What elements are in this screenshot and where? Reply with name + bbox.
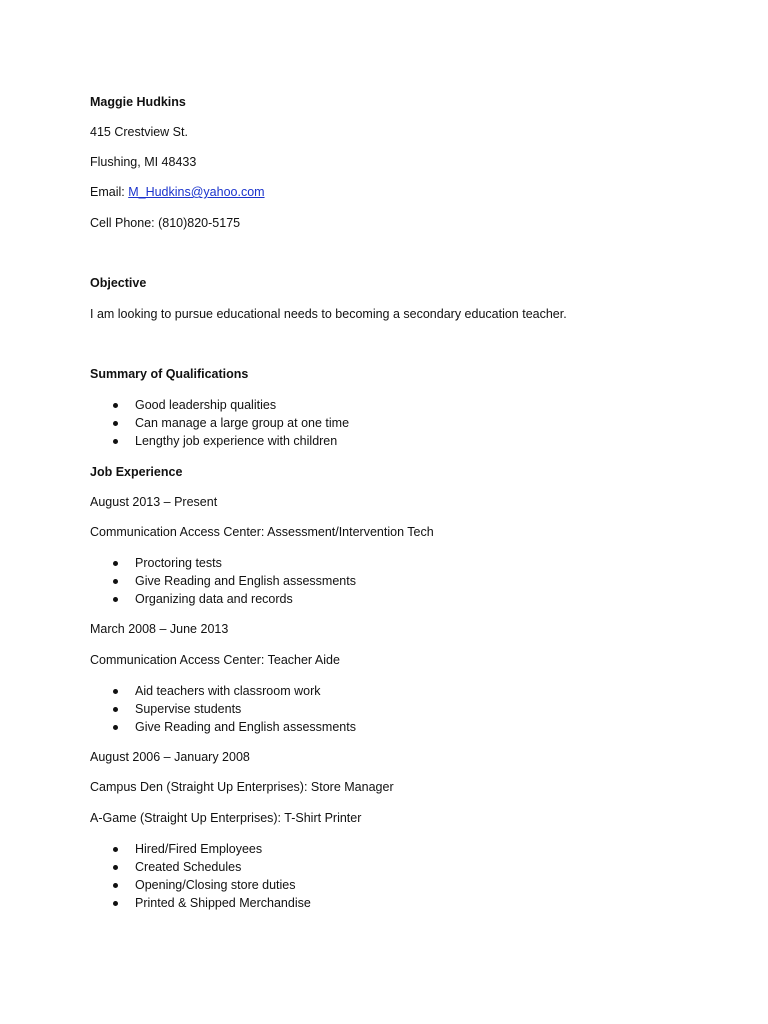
list-item bbox=[90, 700, 356, 718]
bullet-icon bbox=[113, 421, 118, 426]
city-state-zip: Flushing, MI 48433 bbox=[90, 155, 197, 169]
duty-text: Give Reading and English assessments bbox=[135, 720, 356, 734]
job-title: A-Game (Straight Up Enterprises): T-Shirt Printer bbox=[90, 811, 362, 825]
email-line bbox=[90, 184, 265, 200]
duty-text: Hired/Fired Employees bbox=[135, 842, 263, 856]
job-duties-list bbox=[90, 682, 356, 736]
duty-text: Opening/Closing store duties bbox=[135, 878, 296, 892]
duty-text: Printed & Shipped Merchandise bbox=[135, 896, 311, 910]
bullet-icon bbox=[113, 883, 118, 888]
list-item bbox=[90, 572, 356, 590]
qualification-text: Good leadership qualities bbox=[135, 398, 277, 412]
bullet-icon bbox=[113, 561, 118, 566]
job-title: Communication Access Center: Assessment/Intervention Tech bbox=[90, 525, 434, 539]
bullet-icon bbox=[113, 865, 118, 870]
job-dates: August 2006 – January 2008 bbox=[90, 750, 250, 764]
duty-text: Created Schedules bbox=[135, 860, 242, 874]
job-title: Campus Den (Straight Up Enterprises): Store Manager bbox=[90, 780, 394, 794]
duty-text: Supervise students bbox=[135, 702, 242, 716]
list-item bbox=[90, 432, 349, 450]
cell-phone: Cell Phone: (810)820-5175 bbox=[90, 216, 241, 230]
job-duties-list bbox=[90, 840, 311, 912]
list-item bbox=[90, 414, 349, 432]
list-item bbox=[90, 590, 356, 608]
bullet-icon bbox=[113, 689, 118, 694]
qualification-text: Can manage a large group at one time bbox=[135, 416, 350, 430]
candidate-name: Maggie Hudkins bbox=[90, 95, 186, 109]
bullet-icon bbox=[113, 579, 118, 584]
bullet-icon bbox=[113, 439, 118, 444]
job-dates: August 2013 – Present bbox=[90, 495, 218, 509]
bullet-icon bbox=[113, 725, 118, 730]
list-item bbox=[90, 858, 311, 876]
objective-text: I am looking to pursue educational needs to becoming a secondary education teacher. bbox=[90, 307, 567, 321]
job-title: Communication Access Center: Teacher Aide bbox=[90, 653, 340, 667]
bullet-icon bbox=[113, 901, 118, 906]
duty-text: Aid teachers with classroom work bbox=[135, 684, 321, 698]
street-address: 415 Crestview St. bbox=[90, 125, 188, 139]
list-item bbox=[90, 554, 356, 572]
email-label: Email: bbox=[90, 185, 129, 199]
list-item bbox=[90, 894, 311, 912]
objective-heading: Objective bbox=[90, 276, 147, 290]
qualifications-list bbox=[90, 396, 349, 450]
duty-text: Organizing data and records bbox=[135, 592, 293, 606]
qualifications-heading: Summary of Qualifications bbox=[90, 367, 249, 381]
bullet-icon bbox=[113, 597, 118, 602]
list-item bbox=[90, 396, 349, 414]
bullet-icon bbox=[113, 847, 118, 852]
list-item bbox=[90, 840, 311, 858]
list-item bbox=[90, 718, 356, 736]
list-item bbox=[90, 682, 356, 700]
job-duties-list bbox=[90, 554, 356, 608]
job-experience-heading: Job Experience bbox=[90, 465, 183, 479]
job-dates: March 2008 – June 2013 bbox=[90, 622, 229, 636]
bullet-icon bbox=[113, 707, 118, 712]
email-link[interactable]: M_Hudkins@yahoo.com bbox=[128, 185, 265, 199]
bullet-icon bbox=[113, 403, 118, 408]
list-item bbox=[90, 876, 311, 894]
duty-text: Give Reading and English assessments bbox=[135, 574, 356, 588]
qualification-text: Lengthy job experience with children bbox=[135, 434, 338, 448]
duty-text: Proctoring tests bbox=[135, 556, 222, 570]
